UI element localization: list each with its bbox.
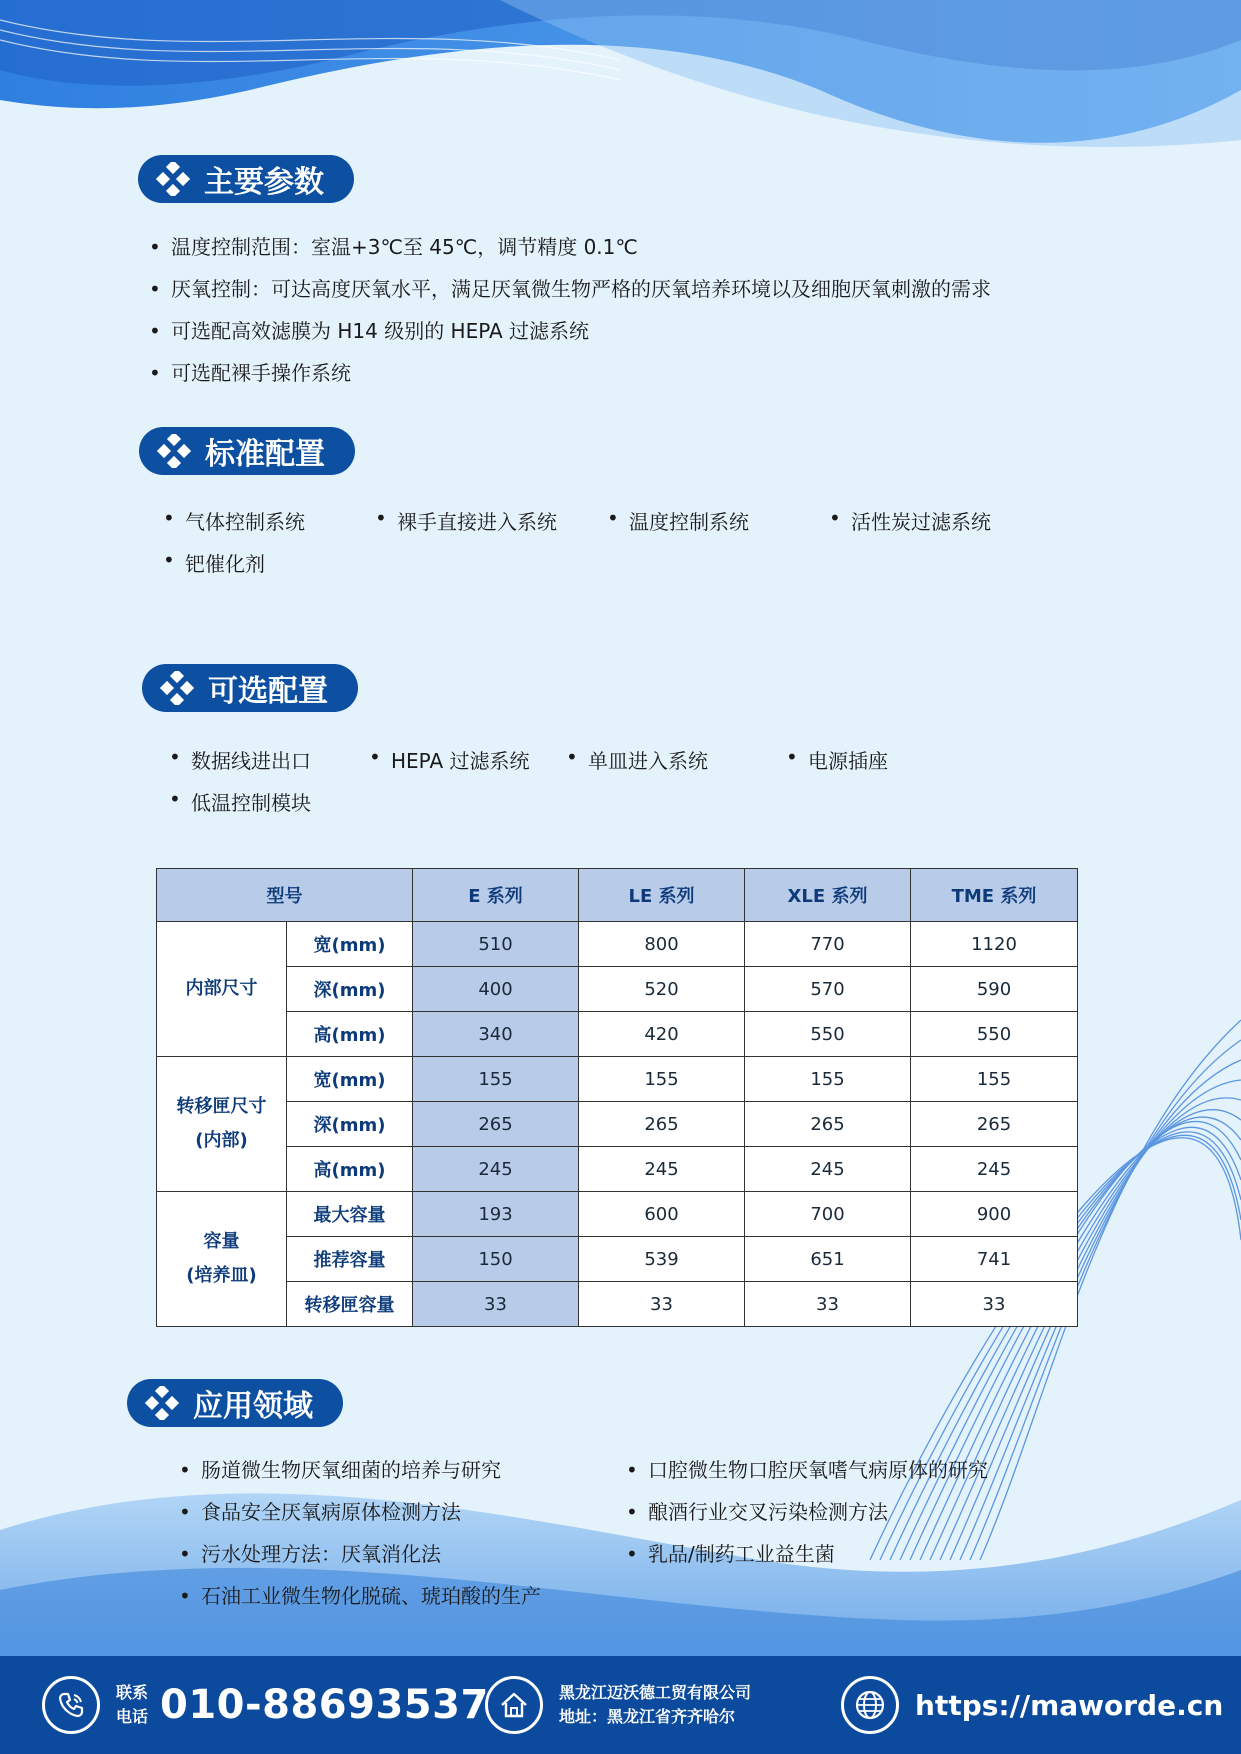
table-cell: 700 — [745, 1192, 911, 1237]
footer-website — [841, 1656, 1223, 1754]
list-item: • 电源插座 — [786, 745, 888, 774]
table-cell: 770 — [745, 922, 911, 967]
list-item: • 肠道微生物厌氧细菌的培养与研究 — [179, 1449, 541, 1491]
table-cell: 800 — [579, 922, 745, 967]
globe-icon — [841, 1676, 899, 1734]
table-cell: 510 — [413, 922, 579, 967]
section-title-optional — [142, 664, 358, 712]
list-item: • 温度控制系统 — [607, 506, 749, 535]
section-title-params — [138, 155, 354, 203]
table-cell: 550 — [745, 1012, 911, 1057]
row-label: 深(mm) — [287, 1102, 413, 1147]
row-label: 转移匣容量 — [287, 1282, 413, 1327]
table-header-row — [157, 869, 1078, 922]
list-item: • 污水处理方法：厌氧消化法 — [179, 1533, 541, 1575]
table-cell: 400 — [413, 967, 579, 1012]
table-cell: 150 — [413, 1237, 579, 1282]
table-cell: 245 — [579, 1147, 745, 1192]
contact-label: 电话 — [116, 1707, 149, 1726]
table-cell: 1120 — [911, 922, 1078, 967]
table-cell: 265 — [745, 1102, 911, 1147]
table-cell: 155 — [413, 1057, 579, 1102]
list-item: • 厌氧控制：可达高度厌氧水平，满足厌氧微生物严格的厌氧培养环境以及细胞厌氧刺激的需求 — [149, 268, 991, 310]
list-item: • 口腔微生物口腔厌氧嗜气病原体的研究 — [626, 1449, 988, 1491]
list-item: • 钯催化剂 — [163, 548, 265, 577]
table-cell: 570 — [745, 967, 911, 1012]
table-row — [157, 967, 1078, 1012]
header-cell: E 系列 — [413, 869, 579, 922]
table-row — [157, 1192, 1078, 1237]
row-label: 宽(mm) — [287, 1057, 413, 1102]
table-cell: 550 — [911, 1012, 1078, 1057]
group-name-sub: (内部) — [195, 1130, 248, 1151]
diamonds-icon — [160, 671, 194, 705]
params-list — [149, 226, 991, 394]
table-cell: 741 — [911, 1237, 1078, 1282]
table-cell: 33 — [911, 1282, 1078, 1327]
table-cell: 155 — [745, 1057, 911, 1102]
list-item: • 可选配裸手操作系统 — [149, 352, 991, 394]
section-title-text: 可选配置 — [208, 674, 328, 709]
home-icon — [485, 1676, 543, 1734]
table-cell: 600 — [579, 1192, 745, 1237]
diamonds-icon — [157, 434, 191, 468]
table-row — [157, 1102, 1078, 1147]
list-item: • HEPA 过滤系统 — [369, 745, 530, 774]
group-cell — [157, 922, 287, 1057]
section-title-apps — [127, 1379, 343, 1427]
spec-table — [156, 868, 1078, 1327]
list-item: • 温度控制范围：室温+3℃至 45℃，调节精度 0.1℃ — [149, 226, 991, 268]
group-name: 内部尺寸 — [185, 978, 258, 999]
row-label: 高(mm) — [287, 1012, 413, 1057]
header-cell: TME 系列 — [911, 869, 1078, 922]
table-cell: 33 — [579, 1282, 745, 1327]
list-item: • 数据线进出口 — [169, 745, 311, 774]
table-cell: 539 — [579, 1237, 745, 1282]
list-item: • 单皿进入系统 — [566, 745, 708, 774]
table-row — [157, 1237, 1078, 1282]
table-cell: 245 — [413, 1147, 579, 1192]
table-row — [157, 922, 1078, 967]
table-row — [157, 1147, 1078, 1192]
list-item: • 气体控制系统 — [163, 506, 305, 535]
table-cell: 155 — [579, 1057, 745, 1102]
table-cell: 265 — [413, 1102, 579, 1147]
row-label: 宽(mm) — [287, 922, 413, 967]
row-label: 高(mm) — [287, 1147, 413, 1192]
row-label: 推荐容量 — [287, 1237, 413, 1282]
list-item: • 食品安全厌氧病原体检测方法 — [179, 1491, 541, 1533]
table-cell: 265 — [911, 1102, 1078, 1147]
table-cell: 340 — [413, 1012, 579, 1057]
row-label: 深(mm) — [287, 967, 413, 1012]
table-cell: 265 — [579, 1102, 745, 1147]
phone-number[interactable]: 010-88693537 — [160, 1682, 489, 1728]
table-cell: 155 — [911, 1057, 1078, 1102]
section-title-text: 主要参数 — [204, 165, 324, 200]
apps-list-right — [626, 1449, 988, 1575]
group-name: 容量 — [203, 1231, 240, 1252]
table-row — [157, 1012, 1078, 1057]
table-cell: 193 — [413, 1192, 579, 1237]
diamonds-icon — [145, 1386, 179, 1420]
table-cell: 245 — [745, 1147, 911, 1192]
section-title-text: 标准配置 — [205, 437, 325, 472]
header-cell: LE 系列 — [579, 869, 745, 922]
apps-list-left — [179, 1449, 541, 1617]
footer-company — [485, 1656, 751, 1754]
group-cell — [157, 1057, 287, 1192]
section-title-text: 应用领域 — [193, 1389, 313, 1424]
list-item: • 乳品/制药工业益生菌 — [626, 1533, 988, 1575]
table-cell: 900 — [911, 1192, 1078, 1237]
table-cell: 590 — [911, 967, 1078, 1012]
table-cell: 420 — [579, 1012, 745, 1057]
company-name: 黑龙江迈沃德工贸有限公司 — [559, 1683, 752, 1702]
section-title-standard — [139, 427, 355, 475]
table-cell: 245 — [911, 1147, 1078, 1192]
website-link[interactable]: https://maworde.cn — [915, 1688, 1224, 1722]
phone-icon — [42, 1676, 100, 1734]
header-cell: XLE 系列 — [745, 869, 911, 922]
table-row — [157, 1282, 1078, 1327]
list-item: • 石油工业微生物化脱硫、琥珀酸的生产 — [179, 1575, 541, 1617]
diamonds-icon — [156, 162, 190, 196]
list-item: • 裸手直接进入系统 — [375, 506, 557, 535]
footer-contact — [42, 1656, 489, 1754]
list-item: • 酿酒行业交叉污染检测方法 — [626, 1491, 988, 1533]
company-address: 地址：黑龙江省齐齐哈尔 — [559, 1707, 736, 1726]
table-cell: 33 — [413, 1282, 579, 1327]
group-name: 转移匣尺寸 — [176, 1096, 267, 1117]
header-cell: 型号 — [157, 869, 413, 922]
list-item: • 可选配高效滤膜为 H14 级别的 HEPA 过滤系统 — [149, 310, 991, 352]
row-label: 最大容量 — [287, 1192, 413, 1237]
list-item: • 低温控制模块 — [169, 787, 311, 816]
table-cell: 651 — [745, 1237, 911, 1282]
contact-label: 联系 — [116, 1683, 149, 1702]
group-name-sub: (培养皿) — [186, 1265, 257, 1286]
table-row — [157, 1057, 1078, 1102]
list-item: • 活性炭过滤系统 — [829, 506, 991, 535]
table-cell: 520 — [579, 967, 745, 1012]
table-cell: 33 — [745, 1282, 911, 1327]
group-cell — [157, 1192, 287, 1327]
footer — [0, 1656, 1241, 1754]
